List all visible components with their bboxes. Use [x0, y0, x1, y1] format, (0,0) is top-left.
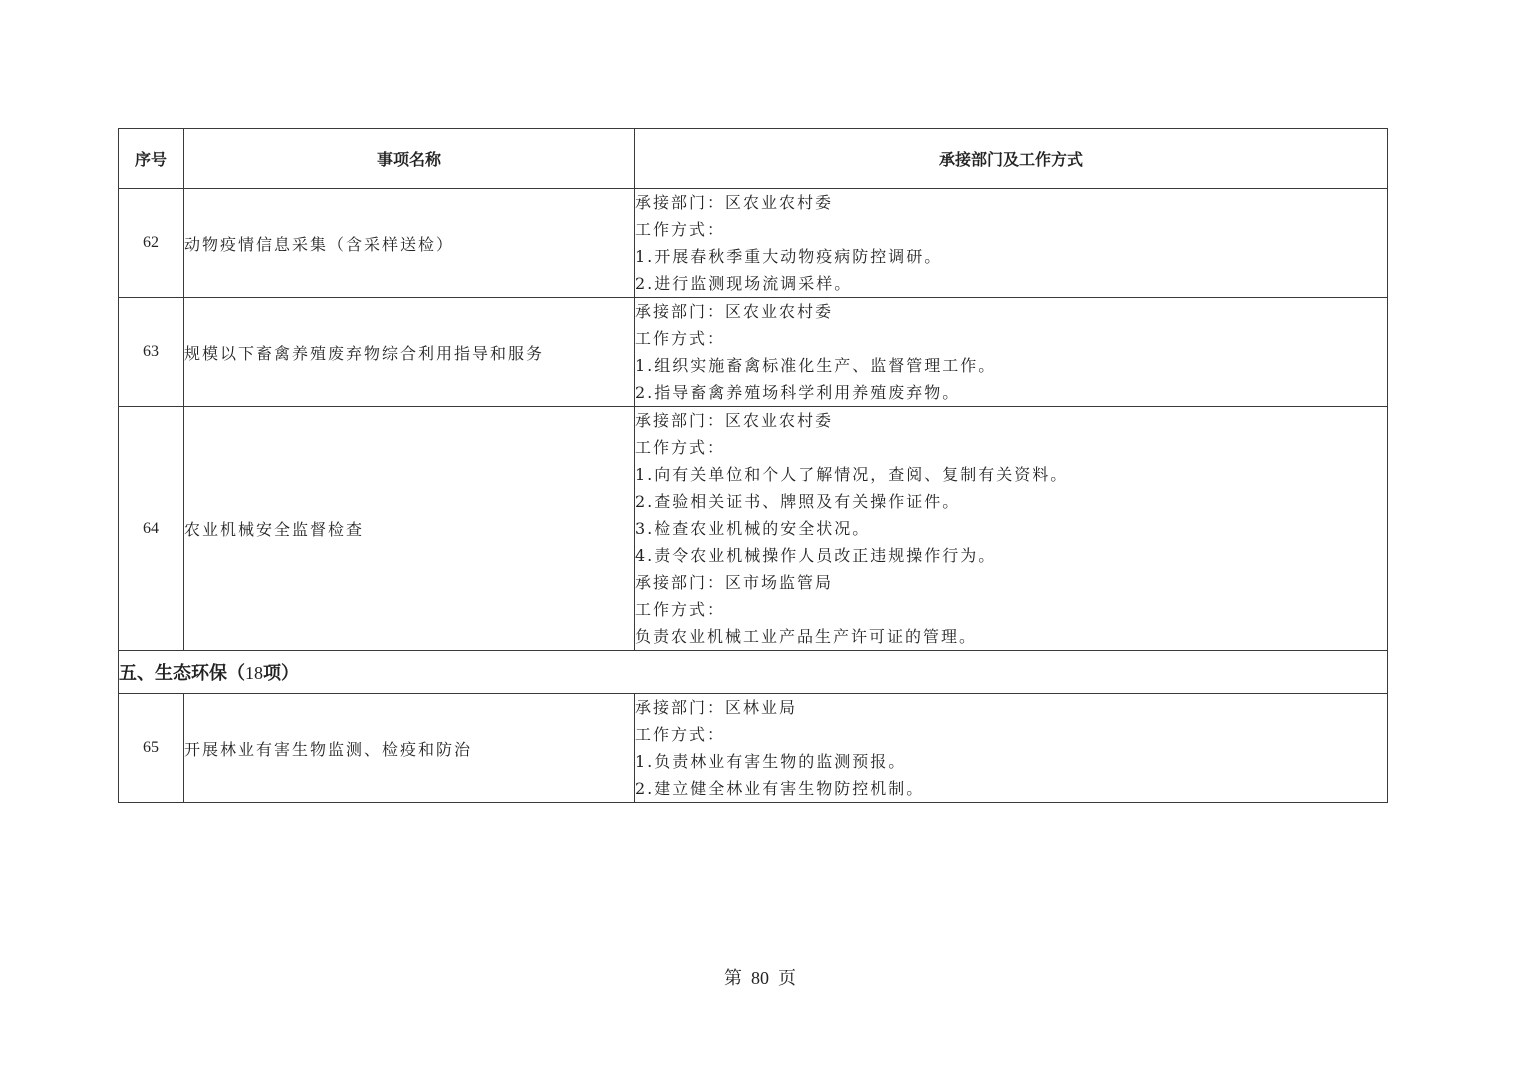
table-row	[119, 298, 1388, 407]
row-matter-name: 动物疫情信息采集（含采样送检）	[184, 189, 635, 298]
matters-table	[118, 128, 1388, 803]
row-department-and-method	[635, 298, 1388, 407]
table-row	[119, 189, 1388, 298]
section-heading-prefix: 五、生态环保（	[119, 663, 245, 684]
section-heading	[119, 651, 1388, 694]
detail-line: 承接部门：区农业农村委	[635, 411, 834, 430]
detail-line: 2.进行监测现场流调采样。	[635, 274, 853, 293]
page-number-prefix: 第	[724, 968, 742, 988]
header-matter-name: 事项名称	[184, 129, 635, 189]
row-serial-number: 64	[119, 407, 184, 651]
page-number	[0, 964, 1520, 990]
detail-line: 工作方式：	[635, 725, 726, 744]
row-department-and-method	[635, 407, 1388, 651]
detail-line: 工作方式：	[635, 600, 726, 619]
detail-line: 3.检查农业机械的安全状况。	[635, 519, 871, 538]
row-matter-name: 农业机械安全监督检查	[184, 407, 635, 651]
detail-line: 1.开展春秋季重大动物疫病防控调研。	[635, 247, 943, 266]
page-number-value: 80	[751, 968, 769, 988]
detail-line: 承接部门：区农业农村委	[635, 302, 834, 321]
header-department-and-method: 承接部门及工作方式	[635, 129, 1388, 189]
section-heading-row	[119, 651, 1388, 694]
detail-line: 2.建立健全林业有害生物防控机制。	[635, 779, 925, 798]
header-serial-number: 序号	[119, 129, 184, 189]
row-serial-number: 65	[119, 694, 184, 803]
table-row	[119, 694, 1388, 803]
detail-line: 1.组织实施畜禽标准化生产、监督管理工作。	[635, 356, 997, 375]
page-number-suffix: 页	[778, 968, 796, 988]
detail-line: 1.负责林业有害生物的监测预报。	[635, 752, 907, 771]
detail-line: 承接部门：区市场监管局	[635, 573, 834, 592]
table-header-row	[119, 129, 1388, 189]
row-matter-name: 规模以下畜禽养殖废弃物综合利用指导和服务	[184, 298, 635, 407]
detail-line: 负责农业机械工业产品生产许可证的管理。	[635, 627, 978, 646]
section-heading-suffix: 项）	[263, 663, 299, 684]
detail-line: 2.查验相关证书、牌照及有关操作证件。	[635, 492, 961, 511]
table-row	[119, 407, 1388, 651]
section-heading-count: 18	[245, 663, 263, 683]
detail-line: 承接部门：区林业局	[635, 698, 798, 717]
detail-line: 2.指导畜禽养殖场科学利用养殖废弃物。	[635, 383, 961, 402]
detail-line: 工作方式：	[635, 220, 726, 239]
detail-line: 承接部门：区农业农村委	[635, 193, 834, 212]
detail-line: 4.责令农业机械操作人员改正违规操作行为。	[635, 546, 997, 565]
detail-line: 工作方式：	[635, 329, 726, 348]
row-serial-number: 62	[119, 189, 184, 298]
detail-line: 1.向有关单位和个人了解情况，查阅、复制有关资料。	[635, 465, 1069, 484]
row-matter-name: 开展林业有害生物监测、检疫和防治	[184, 694, 635, 803]
detail-line: 工作方式：	[635, 438, 726, 457]
row-department-and-method	[635, 189, 1388, 298]
row-serial-number: 63	[119, 298, 184, 407]
row-department-and-method	[635, 694, 1388, 803]
